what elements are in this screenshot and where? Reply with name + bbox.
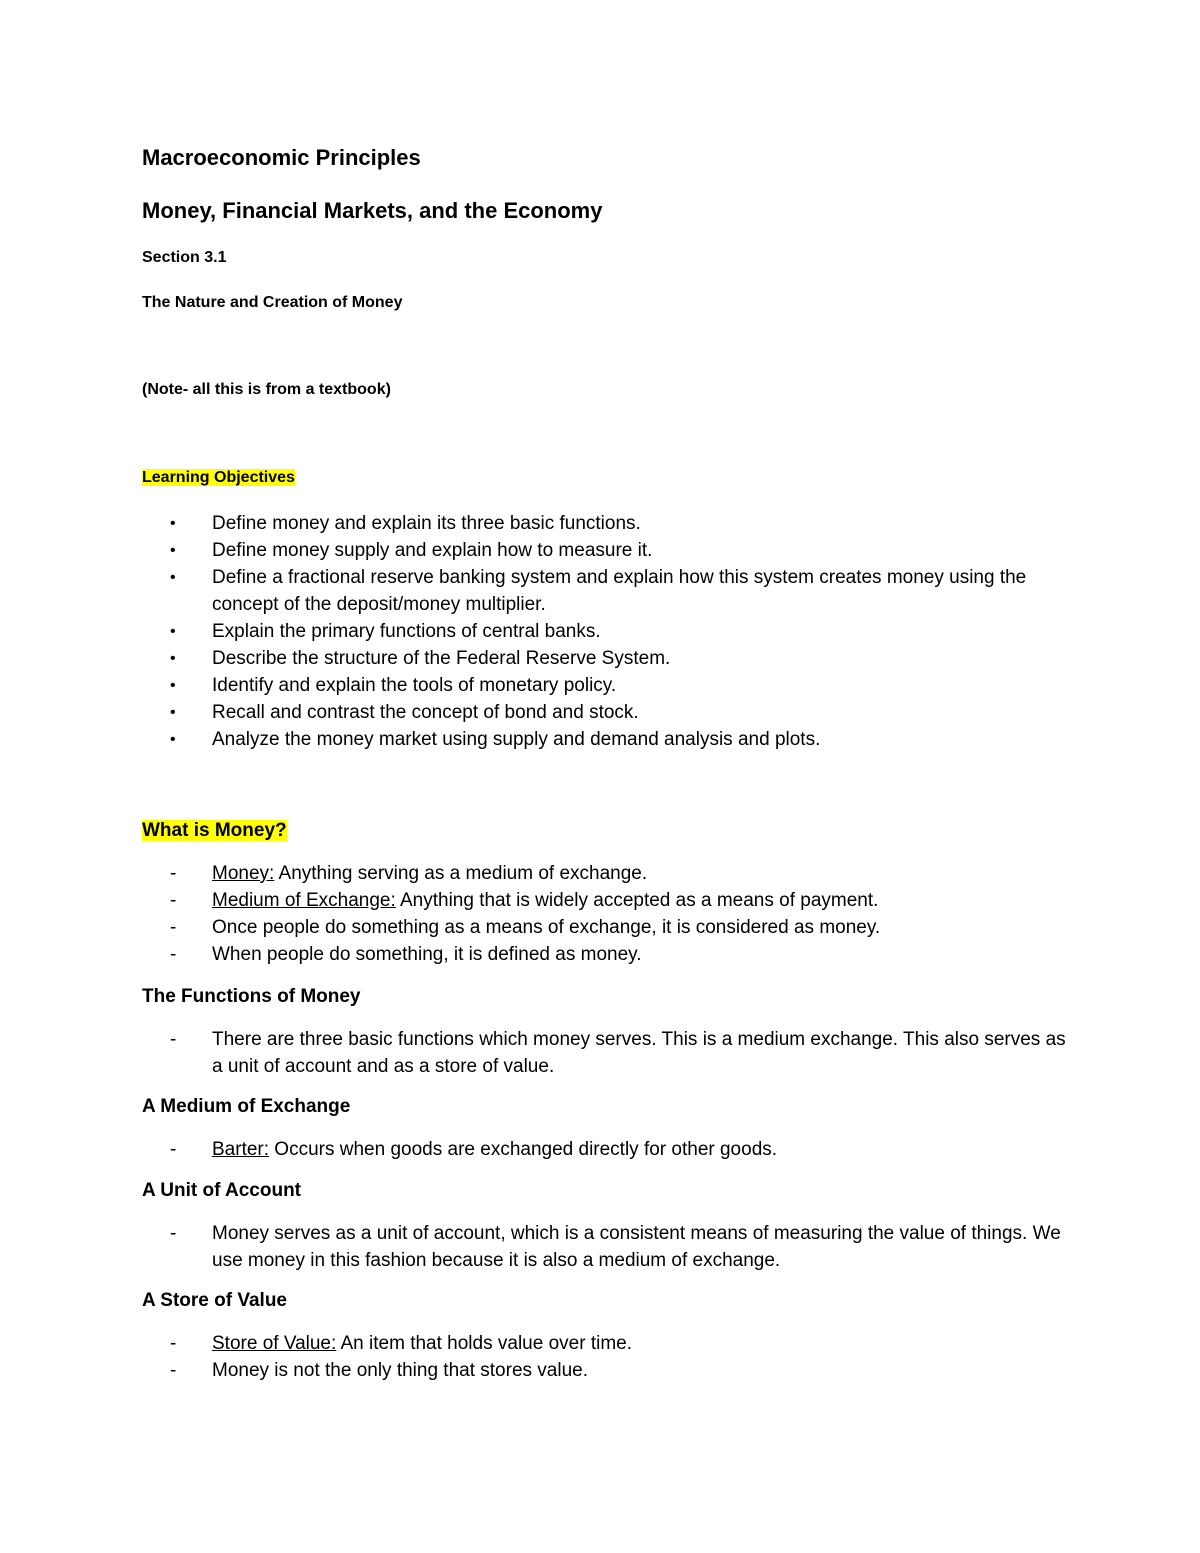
- term-medium-of-exchange: Medium of Exchange:: [212, 890, 396, 911]
- list-item: • Explain the primary functions of central banks.: [170, 621, 601, 642]
- what-is-money-heading: What is Money?: [142, 820, 287, 841]
- list-item: - When people do something, it is defined as money.: [170, 944, 642, 965]
- learning-objectives-list: [142, 510, 1072, 753]
- textbook-note: (Note- all this is from a textbook): [142, 381, 391, 398]
- list-item: • Analyze the money market using supply and demand analysis and plots.: [170, 729, 821, 750]
- store-of-value-list: [142, 1330, 1072, 1384]
- list-item: - Store of Value: An item that holds value over time.: [170, 1333, 632, 1354]
- functions-list: [142, 1026, 1072, 1080]
- store-of-value-heading: A Store of Value: [142, 1290, 287, 1311]
- section-number: Section 3.1: [142, 249, 227, 266]
- list-item: • Define a fractional reserve banking system and explain how this system creates money using the concept of the deposit/money multiplier.: [170, 567, 1027, 615]
- medium-of-exchange-list: [142, 1136, 1072, 1163]
- term-store-of-value: Store of Value:: [212, 1333, 337, 1354]
- unit-of-account-list: [142, 1220, 1072, 1274]
- document-subtitle: Money, Financial Markets, and the Economy: [142, 198, 603, 223]
- list-item: - Money serves as a unit of account, which is a consistent means of measuring the value of things. We use money in this fashion because it is also a medium of exchange.: [170, 1223, 1061, 1271]
- list-item: - There are three basic functions which money serves. This is a medium exchange. This also serves as a unit of account and as a store of value.: [170, 1029, 1066, 1077]
- list-item: • Describe the structure of the Federal Reserve System.: [170, 648, 671, 669]
- list-item: - Medium of Exchange: Anything that is widely accepted as a means of payment.: [170, 890, 879, 911]
- functions-heading: The Functions of Money: [142, 986, 361, 1007]
- learning-objectives-heading: Learning Objectives: [142, 469, 295, 486]
- list-item: • Define money and explain its three basic functions.: [170, 513, 641, 534]
- medium-of-exchange-heading: A Medium of Exchange: [142, 1096, 351, 1117]
- document-title: Macroeconomic Principles: [142, 145, 421, 170]
- list-item: - Once people do something as a means of exchange, it is considered as money.: [170, 917, 881, 938]
- list-item: - Money: Anything serving as a medium of exchange.: [170, 863, 648, 884]
- list-item: • Define money supply and explain how to measure it.: [170, 540, 653, 561]
- term-money: Money:: [212, 863, 275, 884]
- list-item: - Barter: Occurs when goods are exchanged directly for other goods.: [170, 1139, 778, 1160]
- what-is-money-list: [142, 860, 1072, 968]
- term-barter: Barter:: [212, 1139, 270, 1160]
- unit-of-account-heading: A Unit of Account: [142, 1180, 302, 1201]
- list-item: • Recall and contrast the concept of bond and stock.: [170, 702, 639, 723]
- section-title: The Nature and Creation of Money: [142, 294, 403, 311]
- list-item: • Identify and explain the tools of monetary policy.: [170, 675, 617, 696]
- list-item: - Money is not the only thing that stores value.: [170, 1360, 588, 1381]
